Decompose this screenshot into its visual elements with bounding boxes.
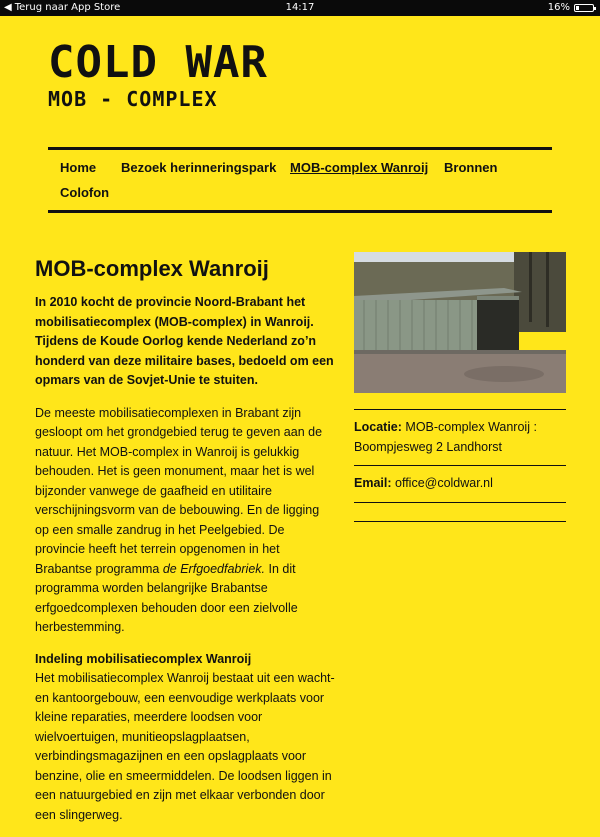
location-info xyxy=(354,410,566,465)
logo-title: COLD WAR xyxy=(48,37,268,88)
body-text: De meeste mobilisatiecomplexen in Brabant zijn gesloopt om het grondgebied terug te geven aan de natuur. Het MOB-complex in Wanroij is gelukkig behouden. Het is geen monument, maar het is wel bijzonder vanwege de gaafheid en utilitaire verschijningsvorm van de bebouwing. En de ligging op een smalle zandrug in het Peelgebied. De provincie heeft het terrein opgenomen in het Brabantse programma xyxy=(35,405,323,576)
nav-item-home[interactable]: Home xyxy=(60,160,97,175)
sidebar xyxy=(354,252,566,522)
section-paragraph: Het mobilisatiecomplex Wanroij bestaat uit een wacht- en kantoorgebouw, een eenvoudige werkplaats voor kleine reparaties, meerdere loodsen voor wielvoertuigen, munitieopslagplaatsen, verbindingsmagazijnen en een opslagplaats voor benzine, olie en smeermiddelen. De loodsen liggen in een natuurgebied en zijn met elkaar verbonden door een slingerweg. xyxy=(35,671,335,822)
site-logo[interactable] xyxy=(48,37,268,111)
divider xyxy=(354,521,566,522)
main-navigation xyxy=(48,147,552,213)
program-name: de Erfgoedfabriek. xyxy=(162,561,265,576)
body-paragraph xyxy=(35,404,335,638)
location-label: Locatie: xyxy=(354,420,402,434)
chevron-left-icon: ◀ xyxy=(4,2,12,13)
battery-fill xyxy=(576,6,579,10)
complex-photo xyxy=(354,252,566,393)
status-bar xyxy=(0,0,600,16)
page-title: MOB-complex Wanroij xyxy=(35,256,269,281)
email-info xyxy=(354,466,566,502)
nav-item-bezoek-herinneringspark[interactable]: Bezoek herinneringspark xyxy=(121,160,277,175)
clock: 14:17 xyxy=(285,2,315,13)
battery-icon xyxy=(574,4,594,12)
email-label: Email: xyxy=(354,476,392,490)
intro-paragraph: In 2010 kocht de provincie Noord-Brabant het mobilisatiecomplex (MOB-complex) in Wanroij. Tijdens de Koude Oorlog kende Nederland zo’n honderd van deze militaire bases, bedoeld om een opmars van de Sovjet-Unie te stuiten. xyxy=(35,295,334,387)
battery-indicator xyxy=(548,2,594,13)
location-value: MOB-complex Wanroij : Boompjesweg 2 Landhorst xyxy=(354,420,537,454)
main-content xyxy=(35,255,335,837)
nav-item-mob-complex-wanroij[interactable]: MOB-complex Wanroij xyxy=(290,160,429,175)
back-label: Terug naar App Store xyxy=(14,2,121,13)
nav-item-bronnen[interactable]: Bronnen xyxy=(444,160,498,175)
section-heading: Indeling mobilisatiecomplex Wanroij xyxy=(35,651,252,666)
email-link[interactable]: office@coldwar.nl xyxy=(391,476,493,490)
nav-item-colofon[interactable]: Colofon xyxy=(60,185,110,200)
logo-subtitle: MOB - COMPLEX xyxy=(48,87,218,111)
body-text-continued: In dit programma worden belangrijke Brabantse erfgoedcomplexen behouden door een zielvolle herbestemming. xyxy=(35,561,298,634)
battery-percentage: 16% xyxy=(547,2,570,13)
